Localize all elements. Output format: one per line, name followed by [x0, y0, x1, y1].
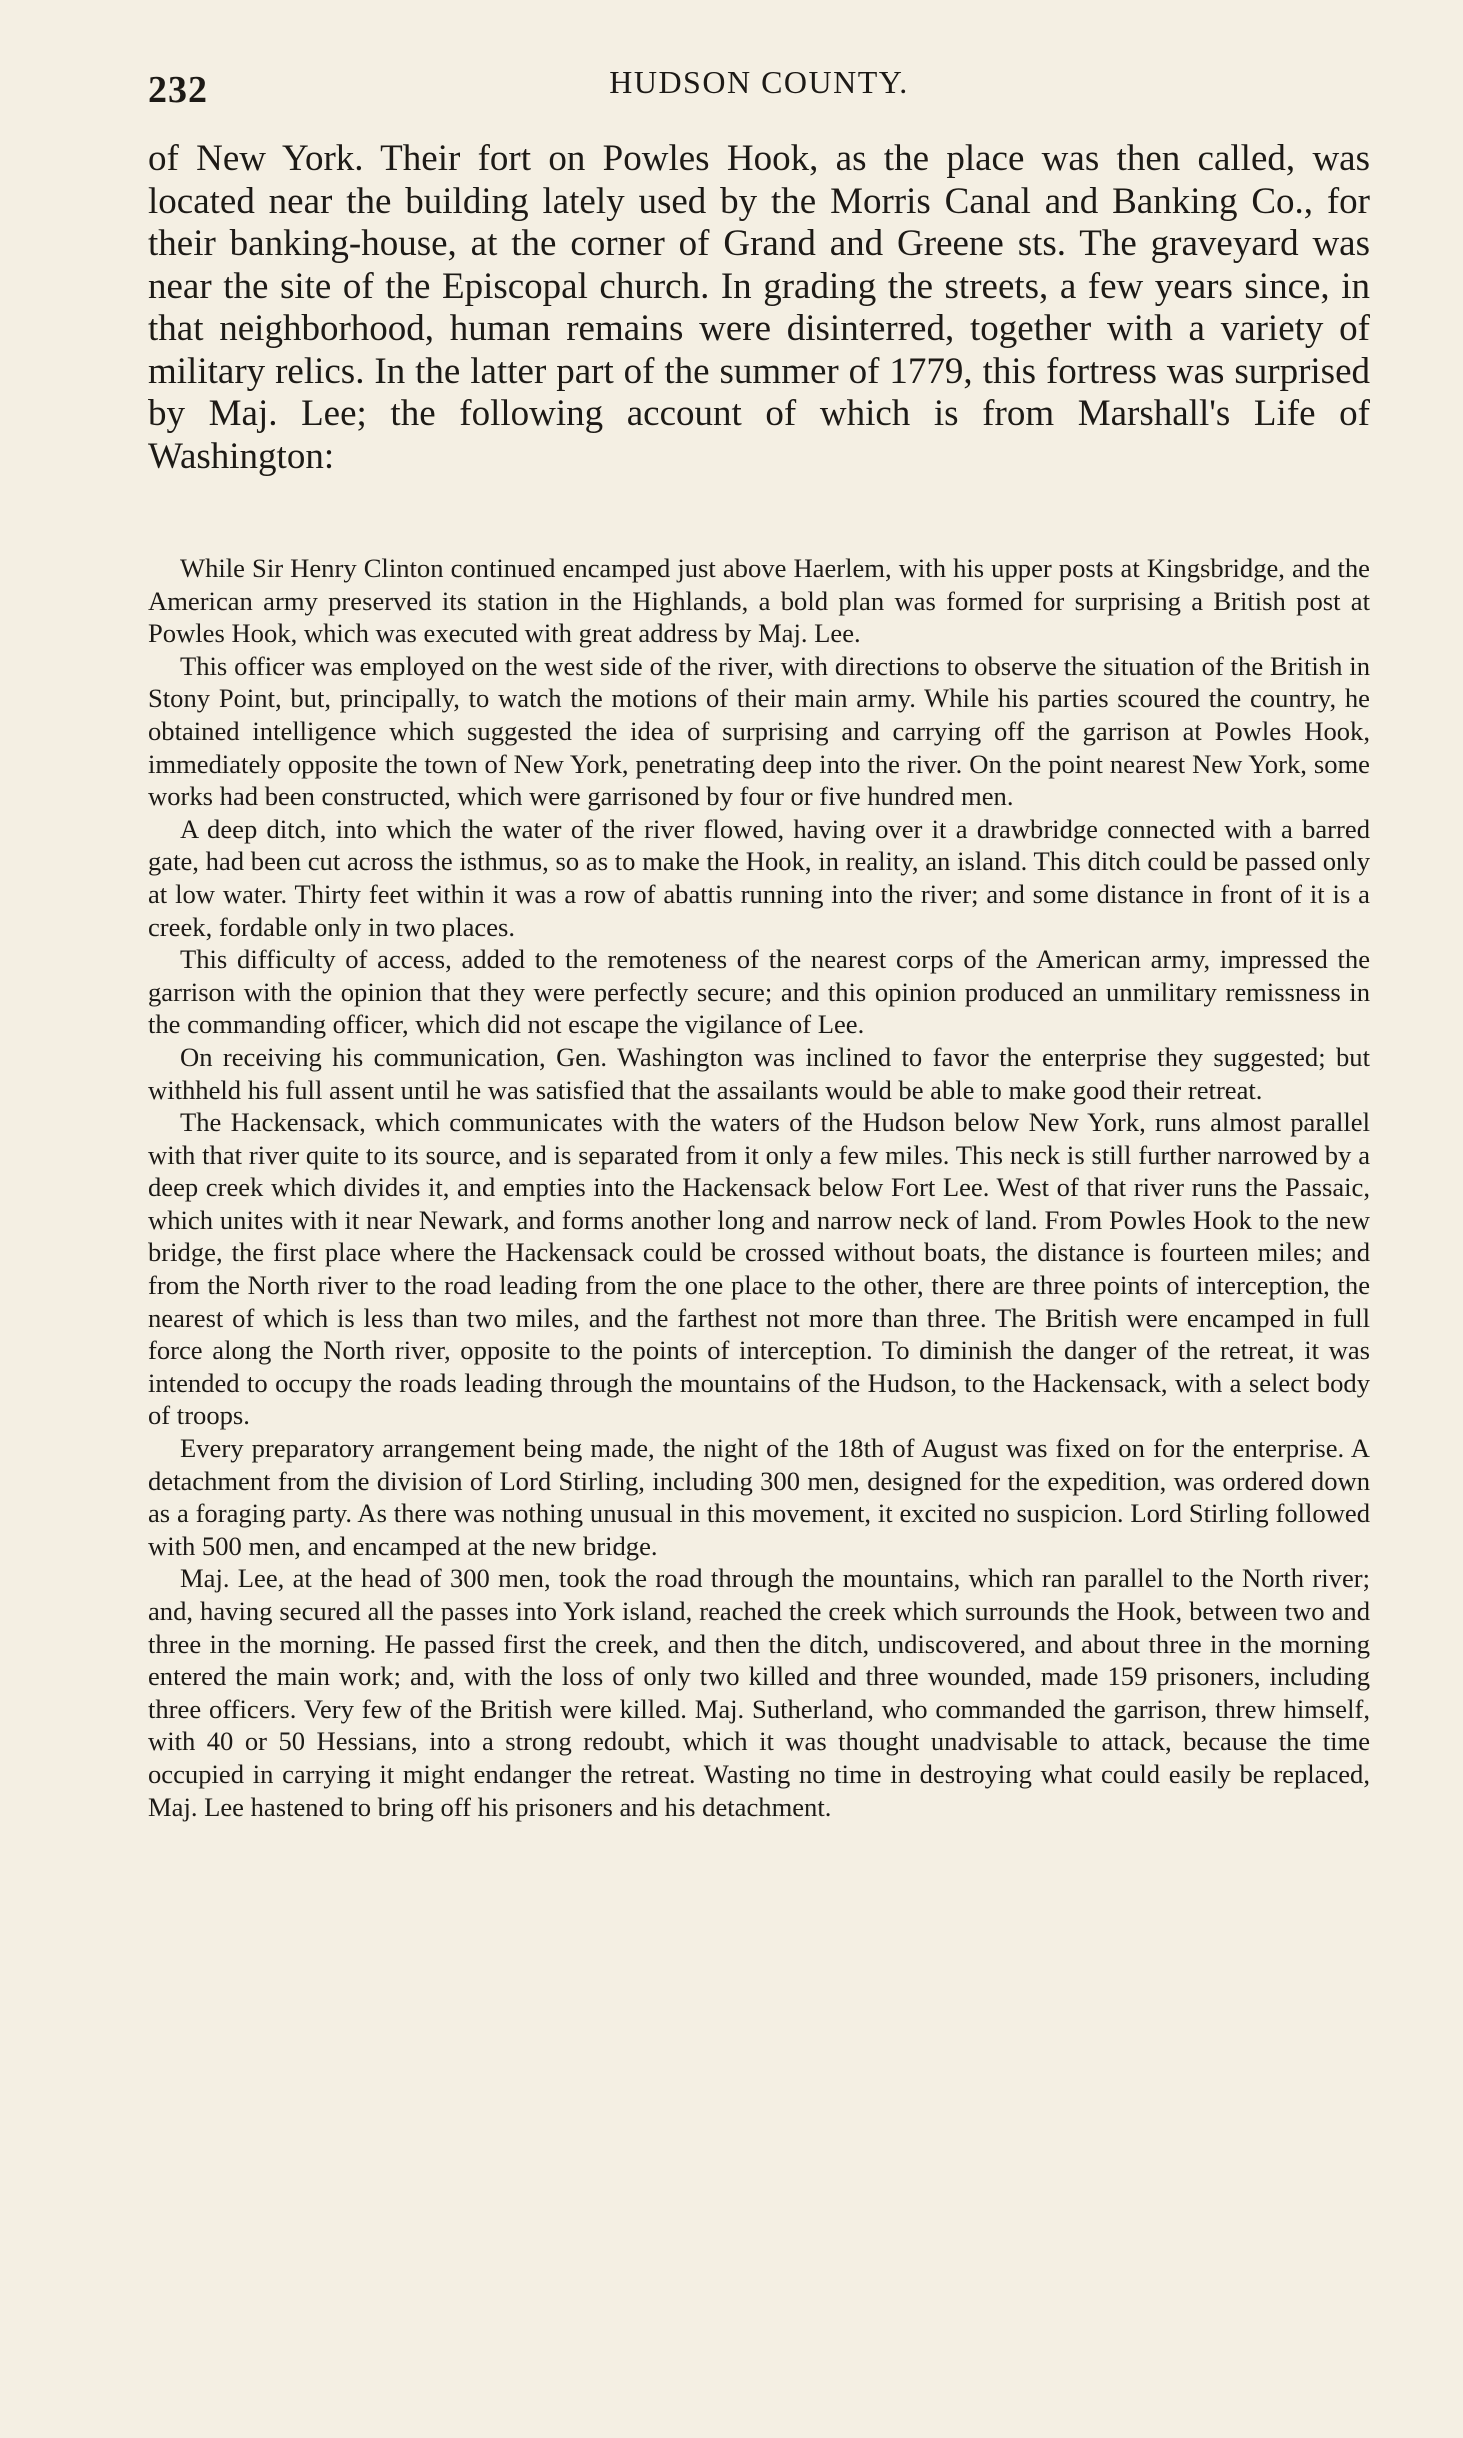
intro-paragraph-block [148, 138, 1370, 478]
quote-paragraph: While Sir Henry Clinton continued encamped just above Haerlem, with his upper posts at Kingsbridge, and the American army preserved its station in the Highlands, a bold plan was formed for surprising a British post at Powles Hook, which was executed with great address by Maj. Lee. [148, 553, 1370, 649]
intro-paragraph: of New York. Their fort on Powles Hook, as the place was then called, was located near the building lately used by the Morris Canal and Banking Co., for their banking-house, at the corner of Grand and Greene sts. The graveyard was near the site of the Episcopal church. In grading the streets, a few years since, in that neighborhood, human remains were disinterred, together with a variety of military relics. In the latter part of the summer of 1779, this fortress was surprised by Maj. Lee; the following account of which is from Marshall's Life of Washington: [148, 138, 1370, 477]
quote-paragraph: This officer was employed on the west side of the river, with directions to observe the situation of the British in Stony Point, but, principally, to watch the motions of their main army. While his parties scoured the country, he obtained intelligence which suggested the idea of surprising and carrying off the garrison at Powles Hook, immediately opposite the town of New York, penetrating deep into the river. On the point nearest New York, some works had been constructed, which were garrisoned by four or five hundred men. [148, 650, 1370, 812]
quote-paragraph: The Hackensack, which communicates with the waters of the Hudson below New York, runs almost parallel with that river quite to its source, and is separated from it only a few miles. This neck is still further narrowed by a deep creek which divides it, and empties into the Hackensack below Fort Lee. West of that river runs the Passaic, which unites with it near Newark, and forms another long and narrow neck of land. From Powles Hook to the new bridge, the first place where the Hackensack could be crossed without boats, the distance is fourteen miles; and from the North river to the road leading from the one place to the other, there are three points of interception, the nearest of which is less than two miles, and the farthest not more than three. The British were encamped in full force along the North river, opposite to the points of interception. To diminish the danger of the retreat, it was intended to occupy the roads leading through the mountains of the Hudson, to the Hackensack, with a select body of troops. [148, 1107, 1370, 1431]
page-number: 232 [148, 69, 208, 111]
page-header [148, 62, 1370, 112]
quote-paragraph: This difficulty of access, added to the remoteness of the nearest corps of the American army, impressed the garrison with the opinion that they were perfectly secure; and this opinion produced an unmilitary remissness in the commanding officer, which did not escape the vigilance of Lee. [148, 944, 1370, 1040]
quote-paragraph: On receiving his communication, Gen. Washington was inclined to favor the enterprise they suggested; but withheld his full assent until he was satisfied that the assailants would be able to make good their retreat. [148, 1041, 1370, 1105]
quote-paragraph: Every preparatory arrangement being made, the night of the 18th of August was fixed on for the enterprise. A detachment from the division of Lord Stirling, including 300 men, designed for the expedition, was ordered down as a foraging party. As there was nothing unusual in this movement, it excited no suspicion. Lord Stirling followed with 500 men, and encamped at the new bridge. [148, 1433, 1370, 1561]
quote-paragraph: A deep ditch, into which the water of the river flowed, having over it a drawbridge connected with a barred gate, had been cut across the isthmus, so as to make the Hook, in reality, an island. This ditch could be passed only at low water. Thirty feet within it was a row of abattis running into the river; and some distance in front of it is a creek, fordable only in two places. [148, 813, 1370, 942]
running-head: HUDSON COUNTY. [609, 64, 909, 100]
quote-paragraph: Maj. Lee, at the head of 300 men, took the road through the mountains, which ran parallel to the North river; and, having secured all the passes into York island, reached the creek which surrounds the Hook, between two and three in the morning. He passed first the creek, and then the ditch, undiscovered, and about three in the morning entered the main work; and, with the loss of only two killed and three wounded, made 159 prisoners, including three officers. Very few of the British were killed. Maj. Sutherland, who commanded the garrison, threw himself, with 40 or 50 Hessians, into a strong redoubt, which it was thought unadvisable to attack, because the time occupied in carrying it might endanger the retreat. Wasting no time in destroying what could easily be replaced, Maj. Lee hastened to bring off his prisoners and his detachment. [148, 1563, 1370, 1822]
quoted-excerpt [148, 552, 1370, 1823]
